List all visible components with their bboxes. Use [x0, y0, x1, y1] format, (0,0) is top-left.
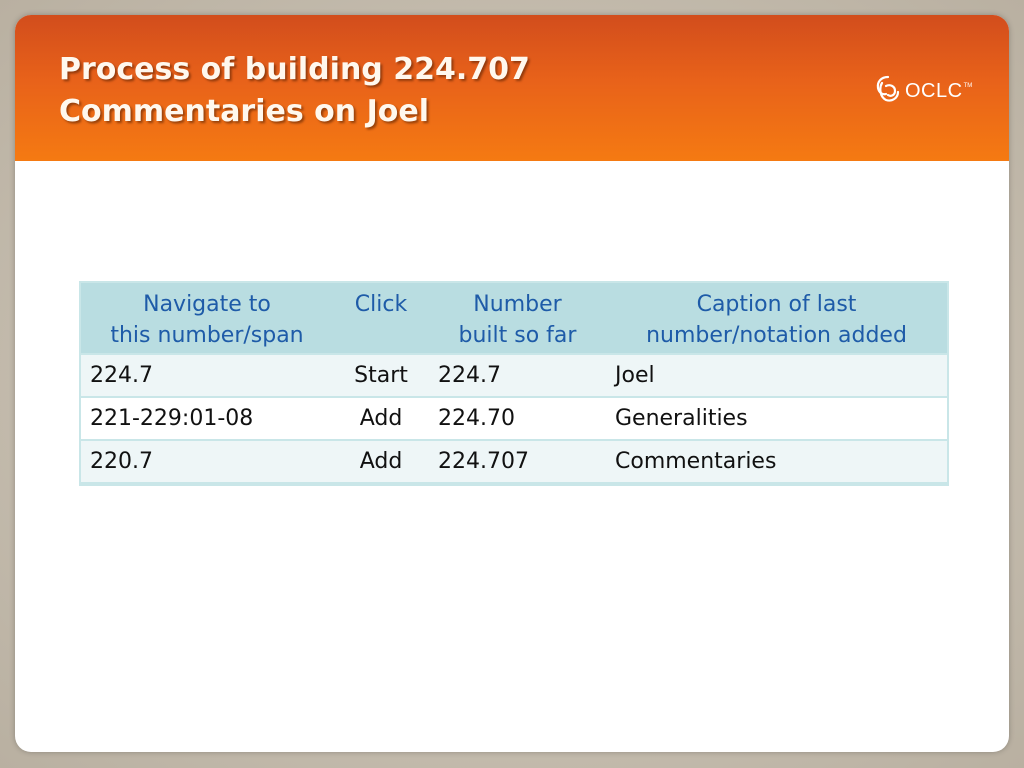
- cell-caption: Generalities: [606, 397, 947, 440]
- table-row: [81, 397, 947, 440]
- process-table: [81, 283, 947, 484]
- header-caption: [606, 283, 947, 354]
- slide: [15, 15, 1009, 752]
- header-click: [333, 283, 429, 354]
- oclc-logo: [871, 73, 972, 109]
- table-header-row: [81, 283, 947, 354]
- cell-click: Add: [333, 397, 429, 440]
- title-line-1: Process of building 224.707: [59, 52, 530, 87]
- header-navigate-line-2: this number/span: [110, 323, 304, 348]
- header-click-line-1: Click: [354, 292, 408, 317]
- cell-navigate: 220.7: [81, 440, 333, 483]
- cell-number-built: 224.70: [429, 397, 606, 440]
- header-navigate: [81, 283, 333, 354]
- oclc-logo-trademark: TM: [963, 83, 973, 89]
- header-caption-line-1: Caption of last: [696, 292, 857, 317]
- slide-title: [59, 49, 530, 133]
- cell-navigate: 221-229:01-08: [81, 397, 333, 440]
- header-number-line-2: built so far: [458, 323, 577, 348]
- oclc-logo-icon: [871, 73, 903, 109]
- header-navigate-line-1: Navigate to: [143, 292, 271, 317]
- header-caption-line-2: number/notation added: [646, 323, 907, 348]
- cell-caption: Commentaries: [606, 440, 947, 483]
- slide-header: [15, 15, 1009, 161]
- cell-click: Add: [333, 440, 429, 483]
- header-number-built: [429, 283, 606, 354]
- oclc-logo-text: OCLC: [905, 79, 963, 102]
- header-number-line-1: Number: [473, 292, 562, 317]
- table-row: [81, 354, 947, 397]
- cell-click: Start: [333, 354, 429, 397]
- table-row: [81, 440, 947, 483]
- cell-navigate: 224.7: [81, 354, 333, 397]
- cell-number-built: 224.707: [429, 440, 606, 483]
- cell-caption: Joel: [606, 354, 947, 397]
- cell-number-built: 224.7: [429, 354, 606, 397]
- title-line-2: Commentaries on Joel: [59, 94, 429, 129]
